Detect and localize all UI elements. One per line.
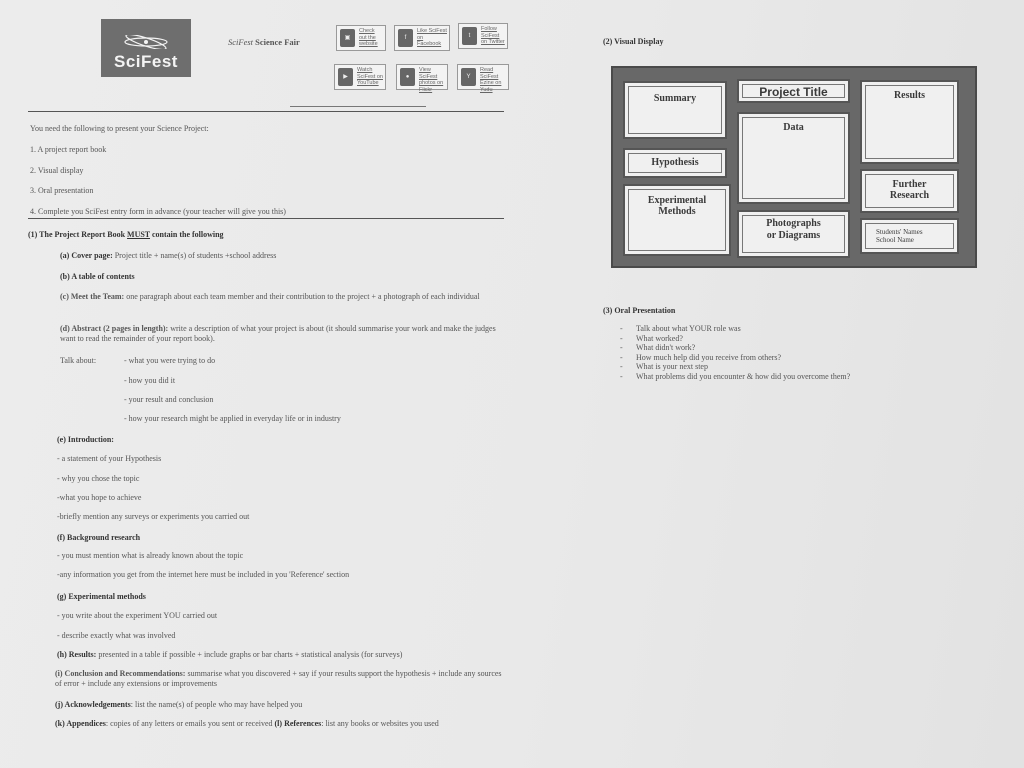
methods-item: - describe exactly what was involved <box>57 631 176 640</box>
panel-hypothesis: Hypothesis <box>623 148 727 178</box>
list-item: - What is your next step <box>620 362 708 371</box>
need-item: 3. Oral presentation <box>30 186 94 195</box>
methods-item: - you write about the experiment YOU carried out <box>57 611 218 620</box>
panel-summary: Summary <box>623 81 727 139</box>
social-link-website[interactable]: ▣ Check out the website <box>336 25 386 51</box>
facebook-icon: f <box>398 29 413 47</box>
twitter-icon: t <box>462 27 477 45</box>
list-item: - How much help did you receive from others? <box>620 352 782 362</box>
intro-item: -what you hope to achieve <box>57 493 142 502</box>
item-f-heading: (f) Background research <box>57 533 141 542</box>
visual-display-heading: (2) Visual Display <box>603 37 664 46</box>
talk-item: - how you did it <box>124 376 176 385</box>
item-h: (h) Results: presented in a table if possible + include graphs or bar charts + statistical analysis (for surveys) <box>57 650 403 659</box>
need-item: 2. Visual display <box>30 166 84 175</box>
item-a: (a) Cover page: Project title + name(s) of students +school address <box>60 251 277 260</box>
panel-photographs: Photographs or Diagrams <box>737 210 850 258</box>
list-item: - What didn't work? <box>620 343 696 352</box>
item-j: (j) Acknowledgements: list the name(s) of people who may have helped you <box>55 700 303 709</box>
talk-item: - how your research might be applied in everyday life or in industry <box>124 414 341 423</box>
item-d: (d) Abstract (2 pages in length): write a description of what your project is about (it should summarise your work and make the judges want to read the remainder of your report book). <box>60 324 496 343</box>
social-link-flickr[interactable]: ● View SciFest photos on Flickr <box>396 64 448 90</box>
item-e-heading: (e) Introduction: <box>57 435 114 444</box>
panel-project-title: Project Title <box>737 79 850 103</box>
social-link-facebook[interactable]: f Like SciFest on Facebook <box>394 25 450 51</box>
section-divider <box>28 218 504 219</box>
item-b: (b) A table of contents <box>60 272 135 281</box>
list-item: - What worked? <box>620 333 683 343</box>
youtube-icon: ▶ <box>338 68 353 86</box>
short-divider <box>290 106 426 107</box>
background-item: - you must mention what is already known about the topic <box>57 551 244 560</box>
flickr-icon: ● <box>400 68 415 86</box>
intro-item: - why you chose the topic <box>57 474 140 483</box>
list-item: - What problems did you encounter & how did you overcome them? <box>620 371 851 381</box>
section-1-heading: (1) The Project Report Book MUST contain the following <box>28 230 224 239</box>
talk-about-label: Talk about: <box>60 356 97 365</box>
panel-results: Results <box>860 80 959 164</box>
logo-text: SciFest <box>114 52 178 71</box>
need-item: 4. Complete you SciFest entry form in advance (your teacher will give you this) <box>30 207 286 216</box>
website-icon: ▣ <box>340 29 355 47</box>
item-k-l: (k) Appendices: copies of any letters or emails you sent or received (l) References: list any books or websites you used <box>55 719 439 728</box>
header-divider <box>28 111 504 112</box>
intro-item: -briefly mention any surveys or experiments you carried out <box>57 512 250 521</box>
panel-students-names: Students' Names School Name <box>860 218 959 254</box>
talk-item: - what you were trying to do <box>124 356 216 365</box>
talk-item: - your result and conclusion <box>124 395 214 404</box>
atom-icon <box>123 35 169 49</box>
need-item: 1. A project report book <box>30 145 107 154</box>
fair-title: SciFest Science Fair <box>228 37 300 47</box>
vimeo-icon: Y <box>461 68 476 86</box>
intro-text: You need the following to present your Science Project: <box>30 124 209 133</box>
scifest-logo <box>101 19 191 77</box>
intro-item: - a statement of your Hypothesis <box>57 454 162 463</box>
social-link-youtube[interactable]: ▶ Watch SciFest on YouTube <box>334 64 386 90</box>
social-link-yudu[interactable]: Y Read SciFest Ezine on Yudu <box>457 64 509 90</box>
item-i: (i) Conclusion and Recommendations: summarise what you discovered + say if your results support the hypothesis + include any sources of error + include any extensions or improvements <box>55 669 502 688</box>
background-item: -any information you get from the internet here must be included in you 'Reference' section <box>57 570 350 579</box>
oral-presentation-heading: (3) Oral Presentation <box>603 306 676 315</box>
display-board-diagram <box>611 66 977 268</box>
item-g-heading: (g) Experimental methods <box>57 592 146 601</box>
panel-experimental-methods: Experimental Methods <box>623 184 731 256</box>
item-c: (c) Meet the Team: one paragraph about each team member and their contribution to the project + a photograph of each individual <box>60 292 480 301</box>
oral-list <box>620 324 850 381</box>
list-item: - Talk about what YOUR role was <box>620 324 741 333</box>
social-link-twitter[interactable]: t Follow SciFest on Twitter <box>458 23 508 49</box>
panel-further-research: Further Research <box>860 169 959 213</box>
panel-data: Data <box>737 112 850 204</box>
